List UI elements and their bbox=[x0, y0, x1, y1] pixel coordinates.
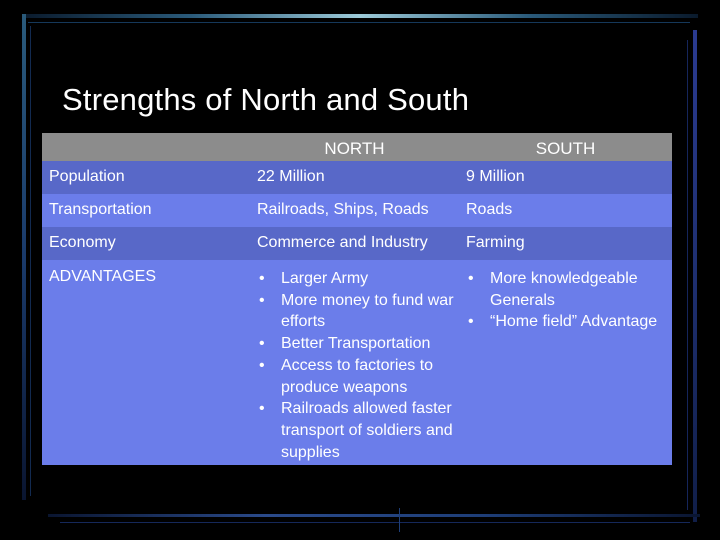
table-header-row bbox=[42, 133, 672, 161]
list-item: • More money to fund war efforts bbox=[257, 290, 459, 333]
south-advantages-list bbox=[466, 268, 672, 333]
header-blank bbox=[42, 133, 250, 161]
south-cell: Farming bbox=[466, 234, 525, 251]
top-decorative-bar-lower bbox=[28, 22, 690, 23]
bottom-decorative-bar-lower bbox=[60, 522, 690, 523]
comparison-table bbox=[42, 133, 672, 465]
list-item: • More knowledgeable Generals bbox=[466, 268, 672, 311]
list-item: • Better Transportation bbox=[257, 333, 459, 355]
south-cell: 9 Million bbox=[466, 168, 525, 185]
row-label: Population bbox=[49, 168, 125, 185]
bottom-tick bbox=[399, 508, 400, 532]
header-south: SOUTH bbox=[535, 139, 596, 158]
row-label: Transportation bbox=[49, 201, 152, 218]
row-label: ADVANTAGES bbox=[49, 268, 156, 285]
header-north: NORTH bbox=[324, 139, 385, 158]
table-row-transportation bbox=[42, 194, 672, 227]
left-decorative-bar bbox=[22, 14, 26, 500]
south-advantages-cell bbox=[459, 260, 672, 465]
bottom-decorative-bar bbox=[48, 514, 700, 517]
north-cell: 22 Million bbox=[257, 168, 325, 185]
top-decorative-bar bbox=[22, 14, 698, 18]
list-item: • Access to factories to produce weapons bbox=[257, 355, 459, 398]
list-item: • Larger Army bbox=[257, 268, 459, 290]
slide-title: Strengths of North and South bbox=[62, 82, 470, 117]
right-decorative-bar-inner bbox=[687, 40, 688, 510]
south-cell: Roads bbox=[466, 201, 513, 218]
list-item: • “Home field” Advantage bbox=[466, 311, 672, 333]
table-row-population bbox=[42, 161, 672, 194]
table-row-advantages bbox=[42, 260, 672, 465]
north-cell: Commerce and Industry bbox=[257, 234, 428, 251]
north-advantages-list bbox=[257, 268, 459, 463]
left-decorative-bar-inner bbox=[30, 26, 31, 496]
list-item: • Railroads allowed faster transport of soldiers and supplies bbox=[257, 398, 459, 463]
right-decorative-bar bbox=[693, 30, 697, 522]
row-label: Economy bbox=[49, 234, 116, 251]
north-advantages-cell bbox=[250, 260, 459, 465]
table-row-economy bbox=[42, 227, 672, 260]
north-cell: Railroads, Ships, Roads bbox=[257, 201, 429, 218]
